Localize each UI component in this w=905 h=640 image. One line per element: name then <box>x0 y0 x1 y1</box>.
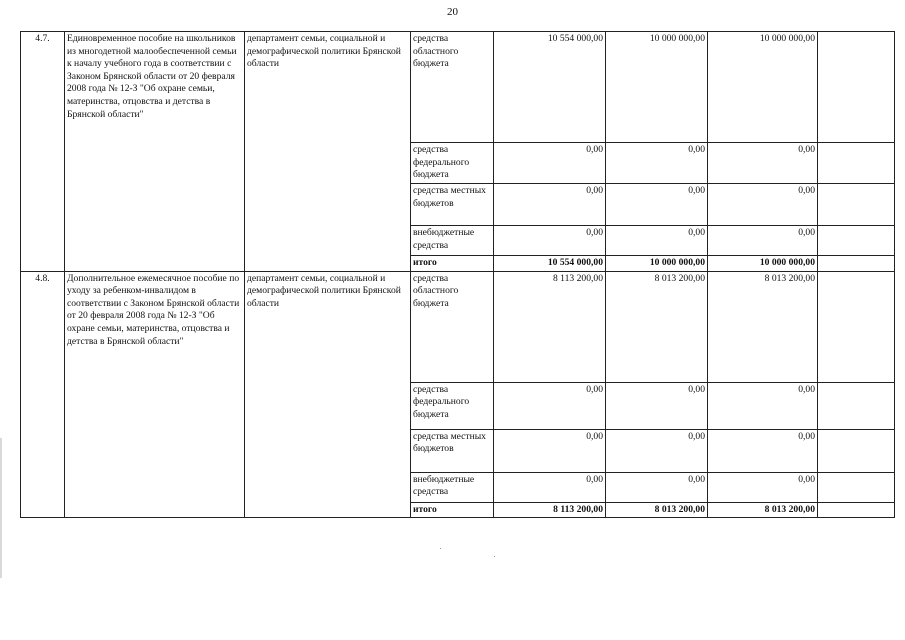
row-number: 4.7. <box>21 32 65 272</box>
scan-speck <box>440 548 441 549</box>
empty-cell <box>818 143 895 184</box>
amount-year-3: 0,00 <box>708 143 818 184</box>
amount-year-2: 10 000 000,00 <box>606 256 708 272</box>
executor: департамент семьи, социальной и демографической политики Брянской области <box>245 271 411 518</box>
amount-year-2: 0,00 <box>606 226 708 256</box>
amount-year-1: 0,00 <box>494 429 606 472</box>
funding-source-total: итого <box>411 502 494 518</box>
funding-source: средства областного бюджета <box>411 32 494 143</box>
funding-source: средства местных бюджетов <box>411 429 494 472</box>
amount-year-2: 0,00 <box>606 184 708 226</box>
empty-cell <box>818 382 895 429</box>
amount-year-3: 0,00 <box>708 184 818 226</box>
amount-year-2: 0,00 <box>606 143 708 184</box>
funding-source: средства федерального бюджета <box>411 382 494 429</box>
scan-edge-mark <box>0 438 2 578</box>
amount-year-2: 10 000 000,00 <box>606 32 708 143</box>
amount-year-1: 0,00 <box>494 143 606 184</box>
empty-cell <box>818 429 895 472</box>
scan-speck <box>494 556 495 557</box>
amount-year-2: 0,00 <box>606 382 708 429</box>
amount-year-3: 8 013 200,00 <box>708 502 818 518</box>
executor: департамент семьи, социальной и демографической политики Брянской области <box>245 32 411 272</box>
empty-cell <box>818 472 895 502</box>
table-row <box>21 271 895 382</box>
funding-source: средства областного бюджета <box>411 271 494 382</box>
amount-year-2: 8 013 200,00 <box>606 502 708 518</box>
amount-year-3: 10 000 000,00 <box>708 256 818 272</box>
amount-year-3: 0,00 <box>708 226 818 256</box>
empty-cell <box>818 32 895 143</box>
amount-year-1: 8 113 200,00 <box>494 502 606 518</box>
amount-year-2: 8 013 200,00 <box>606 271 708 382</box>
amount-year-1: 0,00 <box>494 472 606 502</box>
funding-source-total: итого <box>411 256 494 272</box>
amount-year-1: 8 113 200,00 <box>494 271 606 382</box>
empty-cell <box>818 184 895 226</box>
amount-year-3: 0,00 <box>708 472 818 502</box>
empty-cell <box>818 502 895 518</box>
measure-name: Единовременное пособие на школьников из многодетной малообеспеченной семьи к началу учебного года в соответствии с Законом Брянской области от 20 февраля 2008 года № 12-З "Об охране семьи, материнства, отцовства и детства в Брянской области" <box>65 32 245 272</box>
amount-year-1: 10 554 000,00 <box>494 256 606 272</box>
amount-year-1: 0,00 <box>494 184 606 226</box>
amount-year-1: 0,00 <box>494 226 606 256</box>
funding-source: внебюджетные средства <box>411 472 494 502</box>
amount-year-3: 8 013 200,00 <box>708 271 818 382</box>
amount-year-2: 0,00 <box>606 472 708 502</box>
budget-table <box>20 31 895 518</box>
amount-year-1: 10 554 000,00 <box>494 32 606 143</box>
amount-year-2: 0,00 <box>606 429 708 472</box>
funding-source: средства местных бюджетов <box>411 184 494 226</box>
amount-year-3: 0,00 <box>708 382 818 429</box>
funding-source: средства федерального бюджета <box>411 143 494 184</box>
amount-year-3: 0,00 <box>708 429 818 472</box>
empty-cell <box>818 271 895 382</box>
page-number: 20 <box>447 6 458 18</box>
amount-year-3: 10 000 000,00 <box>708 32 818 143</box>
measure-name: Дополнительное ежемесячное пособие по уходу за ребенком-инвалидом в соответствии с Законом Брянской области от 20 февраля 2008 года № 12-З "Об охране семьи, материнства, отцовства и детства в Брянской области" <box>65 271 245 518</box>
amount-year-1: 0,00 <box>494 382 606 429</box>
empty-cell <box>818 226 895 256</box>
row-number: 4.8. <box>21 271 65 518</box>
table-row <box>21 32 895 143</box>
empty-cell <box>818 256 895 272</box>
funding-source: внебюджетные средства <box>411 226 494 256</box>
